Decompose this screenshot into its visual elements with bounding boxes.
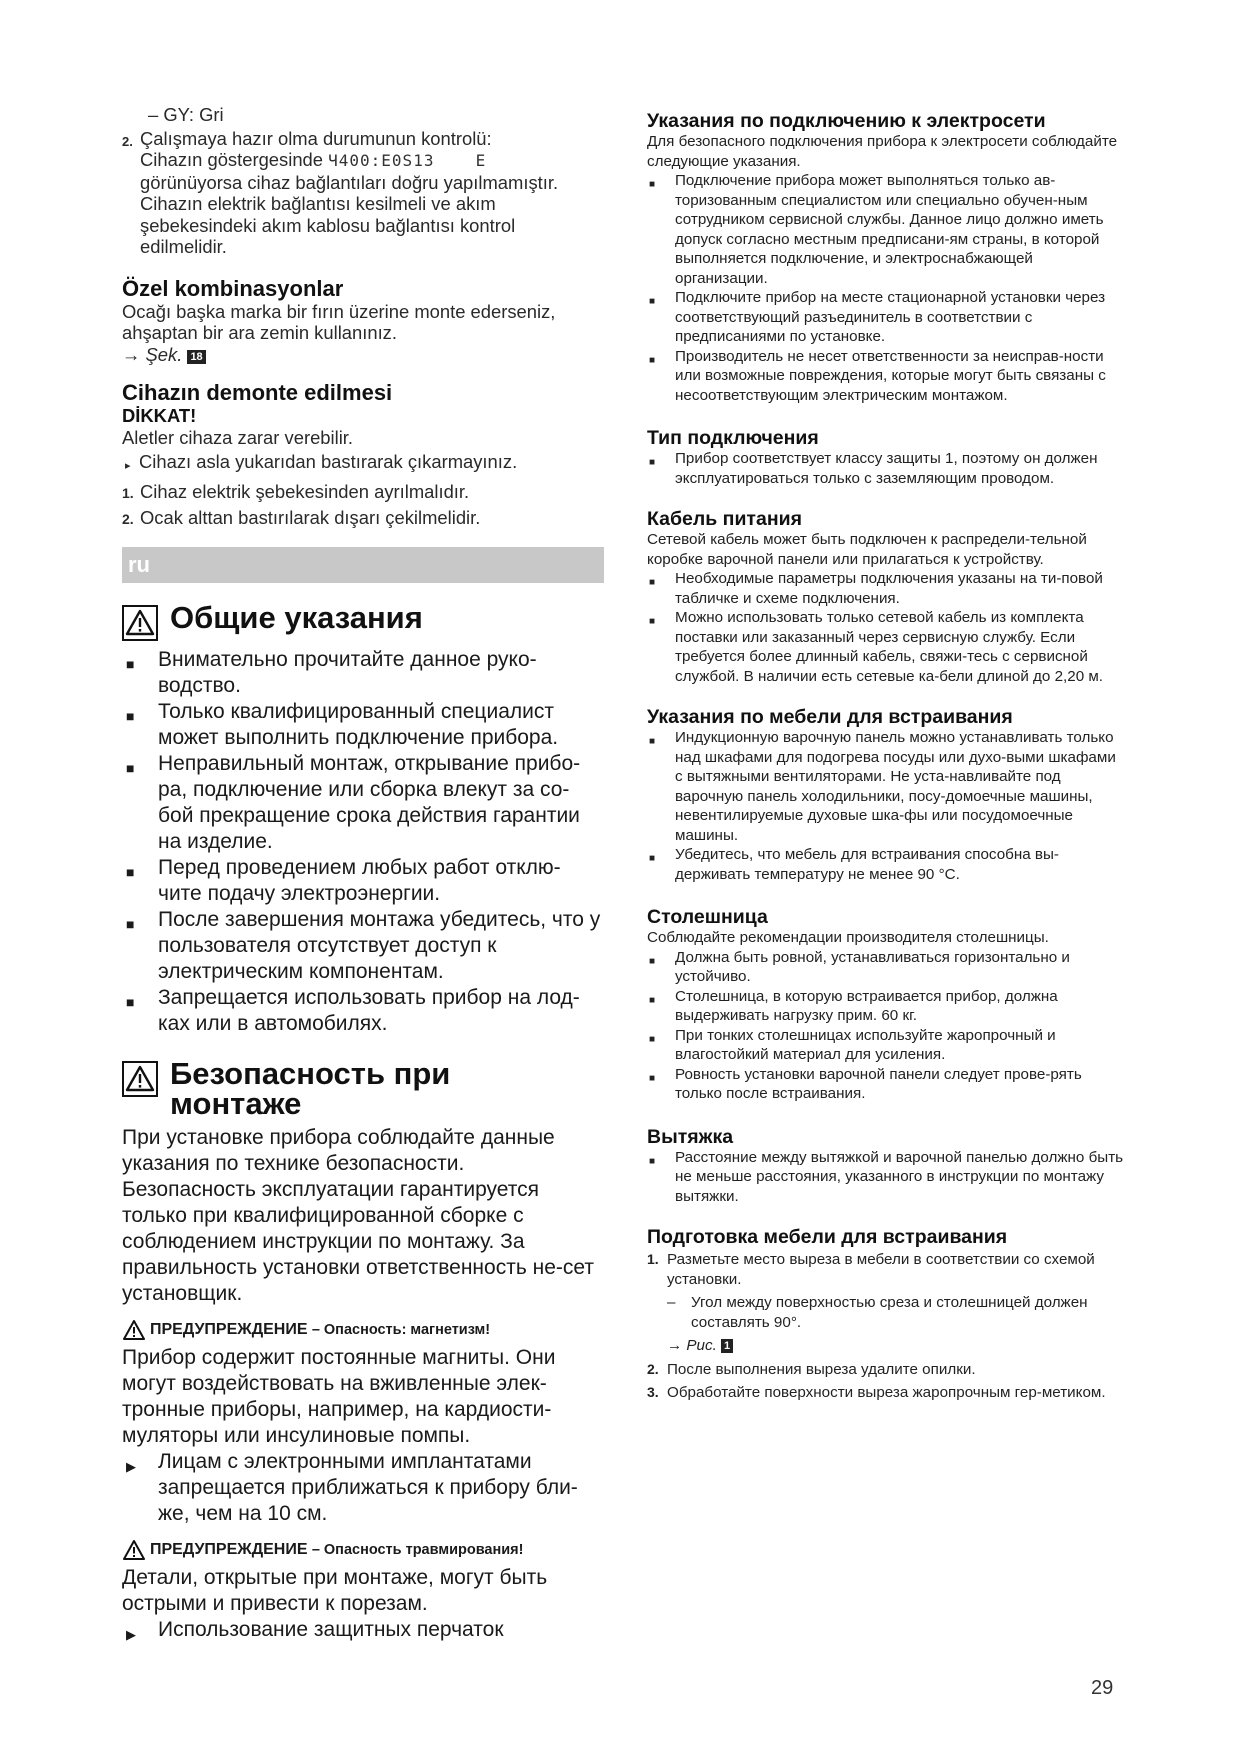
worktop-heading: Столешница (647, 906, 768, 928)
list-item: ■ После завершения монтажа убедитесь, что у пользователя отсутствует доступ к электрическим компонентам. (126, 907, 601, 983)
list-item: ■ Подключение прибора может выполняться только ав-торизованным специалистом или специально обучен-ным сотрудником сервисной службы. Данное лицо должно иметь допуск согласно местным предписани-ям страны, в которой выполняется подключение, и электроснабжающей организации. (649, 172, 1104, 287)
list-item: ■ Расстояние между вытяжкой и варочной панелью должно быть не меньше расстояния, указанного в инструкции по монтажу вытяжки. (649, 1148, 1124, 1205)
list-item: ■ Прибор соответствует классу защиты 1, поэтому он должен эксплуатироваться только с заземляющим проводом. (649, 450, 1098, 487)
demount-step: 2. Ocak alttan bastırılarak dışarı çekilmelidir. (122, 507, 481, 528)
warning-injury: ПРЕДУПРЕЖДЕНИЕ – Опасность травмирования! (122, 1539, 604, 1561)
list-item: ■ Внимательно прочитайте данное руко-водство. (126, 647, 537, 697)
arrow-icon: ▶ (126, 1458, 136, 1474)
prep-step: 1. Разметьте место выреза в мебели в соответствии со схемой установки. (647, 1251, 1095, 1288)
action-item: ▸ Cihazı asla yukarıdan bastırarak çıkarmayınız. (122, 451, 604, 478)
power-cable-intro: Сетевой кабель может быть подключен к распредели-тельной коробке варочной панели или прилагаться к устройству. (647, 531, 1087, 568)
hood-heading: Вытяжка (647, 1125, 734, 1148)
turkish-section (122, 104, 604, 531)
step-2 (122, 128, 604, 258)
special-combinations-text: Ocağı başka marka bir fırın üzerine monte ederseniz, ahşaptan bir ara zemin kullanınız. (122, 300, 556, 343)
safety-paragraph: При установке прибора соблюдайте данные указания по технике безопасности. (122, 1125, 555, 1175)
list-item: ■ Должна быть ровной, устанавливаться горизонтально и устойчиво. (649, 948, 1070, 985)
figure-badge: 18 (187, 350, 205, 364)
figure-reference: → Рис. 1 (647, 1336, 1127, 1356)
list-item: ■ Неправильный монтаж, открывание прибо-ра, подключение или сборка влекут за со-бой прекращение срока действия гарантии на изделие. (126, 751, 581, 853)
general-list (122, 647, 604, 1037)
furniture-heading: Указания по мебели для встраивания (647, 706, 1013, 728)
warning-box-icon (122, 1061, 158, 1097)
safety-heading: Безопасность при монтаже (122, 1059, 604, 1119)
list-item: ■ Убедитесь, что мебель для встраивания способна вы-держивать температуру не менее 90 °C. (649, 846, 1059, 883)
warning-injury-body: Детали, открытые при монтаже, могут быть острыми и привести к порезам. ▶ Использование защитных перчаток (122, 1565, 604, 1648)
connection-intro: Для безопасного подключения прибора к электросети соблюдайте следующие указания. (647, 133, 1118, 170)
warning-triangle-icon (122, 1539, 146, 1561)
step-2-text: görünüyorsa cihaz bağlantıları doğru yapılmamıştır. Cihazın elektrik bağlantısı kesilmeli ve akım şebekesindeki akım kablosu bağlantısı kontrol edilmelidir. (140, 171, 559, 257)
list-item: ■ Производитель не несет ответственности за неисправ-ности или возможные повреждения, которые могут быть связаны с несоответствующим электрическим монтажом. (649, 347, 1106, 404)
list-item: ■ При тонких столешницах используйте жаропрочный и влагостойкий материал для усиления. (649, 1026, 1056, 1063)
general-heading: Общие указания (122, 603, 604, 641)
language-bar: ru (122, 547, 604, 583)
list-item: ■ Ровность установки варочной панели следует прове-рять только после встраивания. (649, 1065, 1082, 1102)
list-item: ■ Подключите прибор на месте стационарной установки через соответствующий разъединитель в соответствии с предписаниями по установке. (649, 289, 1106, 345)
safety-paragraph: Безопасность эксплуатации гарантируется только при квалифицированной сборке с соблюдением инструкции по монтажу. За правильность установки ответственность не-сет установщик. (122, 1177, 594, 1305)
caution-text: Aletler cihaza zarar verebilir. (122, 426, 353, 448)
step-number: 2. (122, 133, 133, 149)
action-item: ▶ Использование защитных перчаток (122, 1617, 604, 1648)
warning-magnetism: ПРЕДУПРЕЖДЕНИЕ – Опасность: магнетизм! (122, 1319, 604, 1341)
step-2-display-line: Cihazın göstergesinde Ч400:E0S13 E (140, 149, 487, 170)
worktop-intro: Соблюдайте рекомендации производителя столешницы. (647, 929, 1049, 946)
figure-reference: → Şek. 18 (122, 344, 604, 366)
connection-type-heading: Тип подключения (647, 427, 819, 449)
demount-heading: Cihazın demonte edilmesi (122, 380, 393, 405)
list-item: ■ Индукционную варочную панель можно устанавливать только над шкафами для подогрева посуды или духо-выми шкафами с вытяжными вентиляторами. Не уста-навливайте под варочную панель холодильники, посу-домоечные машины, невентилируемые духовые шка-фы или посудомоечные машины. (649, 729, 1116, 844)
list-item: ■ Только квалифицированный специалист может выполнить подключение прибора. (126, 699, 559, 749)
left-column (122, 104, 604, 1648)
special-combinations-heading: Özel kombinasyonlar (122, 275, 344, 301)
right-column (647, 110, 1127, 1403)
list-item: ■ Можно использовать только сетевой кабель из комплекта поставки или заказанный через сервисную службу. Если требуется более длинный кабель, свяжи-тесь с сервисной службой. В наличии есть сетевые ка-бели длиной до 2,20 м. (649, 609, 1104, 685)
prep-substep: – Угол между поверхностью среза и столешницей должен составлять 90°. (667, 1294, 1088, 1331)
page-number: 29 (1091, 1677, 1114, 1699)
list-item: ■ Столешница, в которую встраивается прибор, должна выдерживать нагрузку прим. 60 кг. (649, 987, 1058, 1024)
arrow-icon: ▸ (125, 460, 131, 472)
color-code-item: – GY: Gri (148, 104, 224, 125)
prep-heading: Подготовка мебели для встраивания (647, 1226, 1008, 1248)
list-item: ■ Необходимые параметры подключения указаны на ти-повой табличке и схеме подключения. (649, 570, 1103, 607)
warning-triangle-icon (122, 1319, 146, 1341)
demount-step: 1. Cihaz elektrik şebekesinden ayrılmalıdır. (122, 480, 470, 502)
list-item: ■ Запрещается использовать прибор на лод-ках или в автомобилях. (126, 985, 580, 1035)
warning-magnetism-body: Прибор содержит постоянные магниты. Они могут воздействовать на вживленные элек-тронные приборы, например, на кардиости-муляторы или инсулиновые помпы. ▶ Лицам с электронными имплантатами запрещается приближаться к прибору бли-же, чем на 10 см. (122, 1345, 604, 1527)
figure-badge: 1 (721, 1339, 733, 1353)
action-item: ▶ Лицам с электронными имплантатами запрещается приближаться к прибору бли-же, чем на 10 см. (122, 1449, 604, 1527)
prep-step: 3. Обработайте поверхности выреза жаропрочным гер-метиком. (647, 1384, 1106, 1401)
display-code: Ч400:E0S13 (328, 151, 435, 170)
arrow-icon: ▶ (126, 1626, 136, 1642)
connection-heading: Указания по подключению к электросети (647, 110, 1046, 132)
display-code-suffix: E (475, 151, 487, 170)
prep-step: 2. После выполнения выреза удалите опилки. (647, 1360, 976, 1378)
safety-body (122, 1125, 604, 1307)
warning-box-icon (122, 605, 158, 641)
power-cable-heading: Кабель питания (647, 508, 802, 530)
caution-label: DİKKAT! (122, 405, 197, 426)
step-2-title: Çalışmaya hazır olma durumunun kontrolü: (140, 127, 492, 149)
list-item: ■ Перед проведением любых работ отклю-чите подачу электроэнергии. (126, 855, 561, 905)
